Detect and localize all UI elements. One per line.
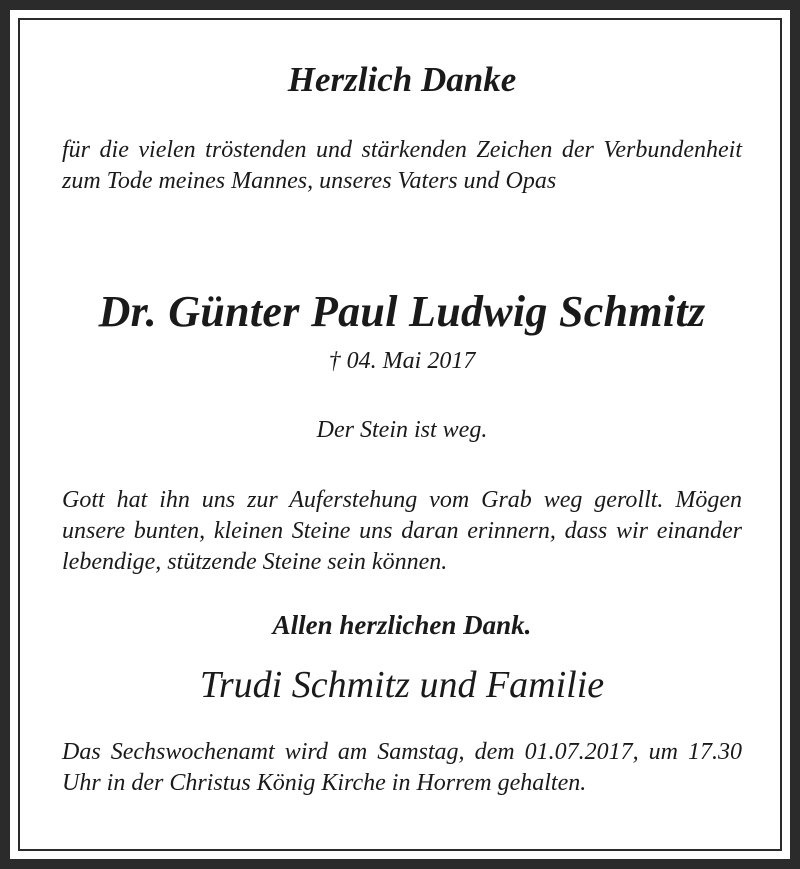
heading: Herzlich Danke xyxy=(287,60,517,99)
signature: Trudi Schmitz und Familie xyxy=(199,664,605,706)
deceased-name: Dr. Günter Paul Ludwig Schmitz xyxy=(98,287,706,336)
thanks-line: Allen herzlichen Dank. xyxy=(272,610,532,640)
death-date: † 04. Mai 2017 xyxy=(328,348,476,374)
obituary-card xyxy=(10,10,790,859)
quote: Der Stein ist weg. xyxy=(316,417,488,443)
service-notice: Das Sechswochenamt wird am Samstag, dem 01.07.2017, um 17.30 Uhr in der Christus König Kirche in Horrem gehalten. xyxy=(62,739,742,796)
intro-text: für die vielen tröstenden und stärkenden Zeichen der Verbundenheit zum Tode meines Mannes, unseres Vaters und Opas xyxy=(62,137,742,194)
verse-text: Gott hat ihn uns zur Auferstehung vom Grab weg gerollt. Mögen unsere bunten, kleinen Steine uns daran erinnern, dass wir einander lebendige, stützende Steine sein können. xyxy=(62,487,742,575)
